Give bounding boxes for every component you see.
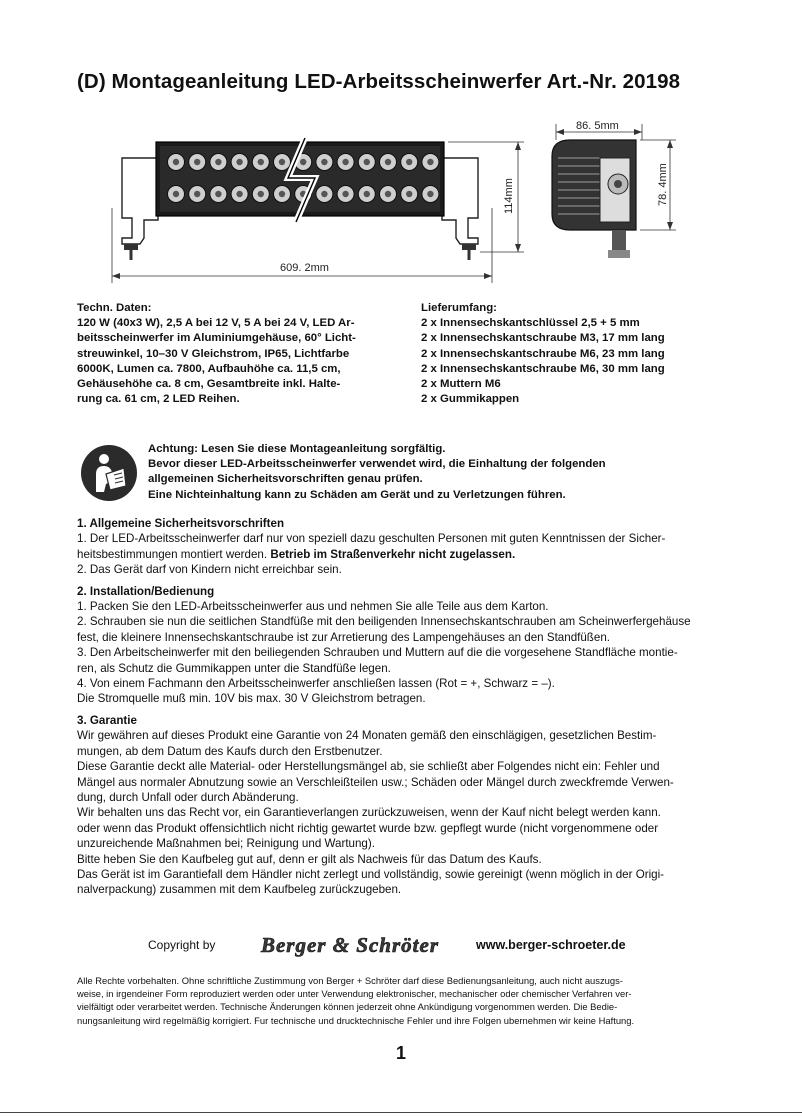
section-line: oder wenn das Produkt offensichtlich nicht richtig gewartet wurde bzw. gepflegt wurde (nicht vorgenommene oder <box>77 821 659 835</box>
section-line: ren, als Schutz die Gummikappen unter die Standfüße legen. <box>77 661 391 675</box>
copyright-line <box>148 934 708 956</box>
legal-line: Alle Rechte vorbehalten. Ohne schriftliche Zustimmung von Berger + Schröter darf diese Bedienungsanleitung, auch nicht auszugs- <box>77 975 623 986</box>
section-warranty <box>77 713 732 898</box>
tech-line: streuwinkel, 10–30 V Gleichstrom, IP65, Lichtfarbe <box>77 347 350 360</box>
led-core <box>194 159 200 165</box>
bottom-divider <box>0 1112 802 1113</box>
led-core <box>258 191 264 197</box>
safety-warning <box>148 442 708 503</box>
led-core <box>194 191 200 197</box>
legal-line: nungsanleitung wird regelmäßig korrigiert. Fur technische und drucktechnische Fehler und ihre Folgen ubernehmen wir keine Haftung. <box>77 1014 635 1026</box>
page-title: (D) Montageanleitung LED-Arbeitsscheinwerfer Art.-Nr. 20198 <box>77 70 681 93</box>
section-safety <box>77 516 732 578</box>
copyright-label: Copyright by <box>148 938 216 952</box>
tech-line: 6000K, Lumen ca. 7800, Aufbauhöhe ca. 11,5 cm, <box>77 362 341 375</box>
section-line: fest, die kleinere Innensechskantschraube ist zur Arretierung des Lampengehäuses an den Standfüßen. <box>77 630 611 644</box>
section-line: dung, durch Unfall oder durch Abänderung. <box>77 790 299 804</box>
led-core <box>406 191 412 197</box>
led-core <box>406 159 412 165</box>
tech-data <box>77 301 387 407</box>
legal-line: vielfältigt oder verarbeitet werden. Technische Änderungen können jederzeit ohne Ankündigung vorgenommen werden. Die Bedie- <box>77 1001 618 1013</box>
section-line: 1. Packen Sie den LED-Arbeitsscheinwerfer aus und nehmen Sie alle Teile aus dem Karton. <box>77 600 549 614</box>
section-heading: 3. Garantie <box>77 713 137 727</box>
dim-width-label: 609. 2mm <box>280 262 329 274</box>
led-core <box>321 159 327 165</box>
section-line: 3. Den Arbeitscheinwerfer mit den beiliegenden Schrauben und Muttern auf die die vorgesehene Standfläche montie- <box>77 646 678 660</box>
led-core <box>215 191 221 197</box>
led-core <box>342 159 348 165</box>
section-line: 2. Das Gerät darf von Kindern nicht erreichbar sein. <box>77 563 342 577</box>
led-core <box>427 191 433 197</box>
brand-logo <box>236 932 464 958</box>
tech-line: rung ca. 61 cm, 2 LED Reihen. <box>77 393 240 406</box>
tech-line: beitsscheinwerfer im Aluminiumgehäuse, 60° Licht- <box>77 332 356 345</box>
delivery-item: 2 x Innensechskantschlüssel 2,5 + 5 mm <box>421 317 640 330</box>
delivery-heading: Lieferumfang: <box>421 302 497 314</box>
road-use-warning: Betrieb im Straßenverkehr nicht zugelassen. <box>270 547 516 561</box>
section-line: nalverpackung) zusammen mit dem Kaufbeleg zurückzugeben. <box>77 883 402 897</box>
led-core <box>173 159 179 165</box>
section-line: Das Gerät ist im Garantiefall dem Händler nicht zerlegt und vollständig, sowie gereinigt (wenn möglich in der Origi- <box>77 867 665 881</box>
section-installation <box>77 584 732 707</box>
warning-line: Eine Nichteinhaltung kann zu Schäden am Gerät und zu Verletzungen führen. <box>148 488 566 501</box>
instructions-body <box>77 516 732 904</box>
tech-line: Gehäusehöhe ca. 8 cm, Gesamtbreite inkl. Halte- <box>77 378 341 391</box>
warning-line: Bevor dieser LED-Arbeitsscheinwerfer verwendet wird, die Einhaltung der folgenden <box>148 458 606 471</box>
section-line <box>77 547 732 562</box>
led-core <box>173 191 179 197</box>
tech-line: 120 W (40x3 W), 2,5 A bei 12 V, 5 A bei 24 V, LED Ar- <box>77 317 355 330</box>
tech-heading: Techn. Daten: <box>77 302 152 314</box>
dim-side-height-label: 78. 4mm <box>657 163 669 206</box>
legal-line: weise, in irgendeiner Form reproduziert werden oder unter Verwendung elektronischer, mechanischer oder chemischer Verfahren ver- <box>77 988 632 1000</box>
section-text: heitsbestimmungen montiert werden. <box>77 547 268 561</box>
section-line: 2. Schrauben sie nun die seitlichen Standfüße mit den beiligenden Innensechskantschrauben am Scheinwerfergehäuse <box>77 615 691 629</box>
section-heading: 1. Allgemeine Sicherheitsvorschriften <box>77 517 285 530</box>
section-heading: 2. Installation/Bedienung <box>77 584 215 598</box>
led-core <box>236 191 242 197</box>
product-drawing <box>100 118 710 283</box>
section-line: Die Stromquelle muß min. 10V bis max. 30 V Gleichstrom betragen. <box>77 692 426 706</box>
brand-logo-text: Berger & Schröter <box>260 933 440 957</box>
dim-depth-label: 86. 5mm <box>576 120 619 132</box>
led-core <box>300 159 306 165</box>
delivery-contents <box>421 301 741 407</box>
section-line: Wir gewähren auf dieses Produkt eine Garantie von 24 Monaten gemäß den einschlägigen, gesetzlichen Bestim- <box>77 729 657 743</box>
led-core <box>385 159 391 165</box>
read-manual-icon <box>80 444 138 502</box>
led-core <box>385 191 391 197</box>
led-core <box>364 191 370 197</box>
delivery-item: 2 x Innensechskantschraube M3, 17 mm lang <box>421 332 665 345</box>
led-core <box>342 191 348 197</box>
section-line: mungen, ab dem Datum des Kaufs durch den Erstbenutzer. <box>77 744 383 758</box>
legal-notice <box>77 974 727 1027</box>
section-line: Bitte heben Sie den Kaufbeleg gut auf, denn er gilt als Nachweis für das Datum des Kaufs. <box>77 852 542 866</box>
led-core <box>364 159 370 165</box>
led-core <box>215 159 221 165</box>
led-core <box>258 159 264 165</box>
section-line: Diese Garantie deckt alle Material- oder Herstellungsmängel ab, sie schließt aber Folgendes nicht ein: Fehler und <box>77 760 660 774</box>
page-number: 1 <box>395 1043 406 1063</box>
section-line: 1. Der LED-Arbeitsscheinwerfer darf nur von speziell dazu geschulten Personen mit guten Kenntnissen der Sicher- <box>77 532 666 546</box>
warning-line: allgemeinen Sicherheitsvorschriften genau prüfen. <box>148 473 423 486</box>
delivery-item: 2 x Innensechskantschraube M6, 30 mm lang <box>421 362 665 375</box>
warning-line: Achtung: Lesen Sie diese Montageanleitung sorgfältig. <box>148 443 446 455</box>
led-core <box>321 191 327 197</box>
section-line: Mängel aus normaler Abnutzung sowie an Verschleißteilen usw.; Schäden oder Mängel durch zweckfremde Verwen- <box>77 775 674 789</box>
section-line: 4. Von einem Fachmann den Arbeitsscheinwerfer anschließen lassen (Rot = +, Schwarz = –). <box>77 677 555 691</box>
led-core <box>279 159 285 165</box>
led-core <box>279 191 285 197</box>
section-line: unzureichende Maßnahmen bei; Reinigung und Wartung). <box>77 837 375 851</box>
delivery-item: 2 x Innensechskantschraube M6, 23 mm lang <box>421 347 665 360</box>
delivery-item: 2 x Gummikappen <box>421 393 520 406</box>
section-line: Wir behalten uns das Recht vor, ein Garantieverlangen zurückzuweisen, wenn der Kauf nicht belegt werden kann. <box>77 806 661 820</box>
led-core <box>427 159 433 165</box>
website-link[interactable]: www.berger-schroeter.de <box>476 938 626 952</box>
delivery-item: 2 x Muttern M6 <box>421 378 501 391</box>
dim-height-label: 114mm <box>503 178 515 214</box>
led-core <box>236 159 242 165</box>
